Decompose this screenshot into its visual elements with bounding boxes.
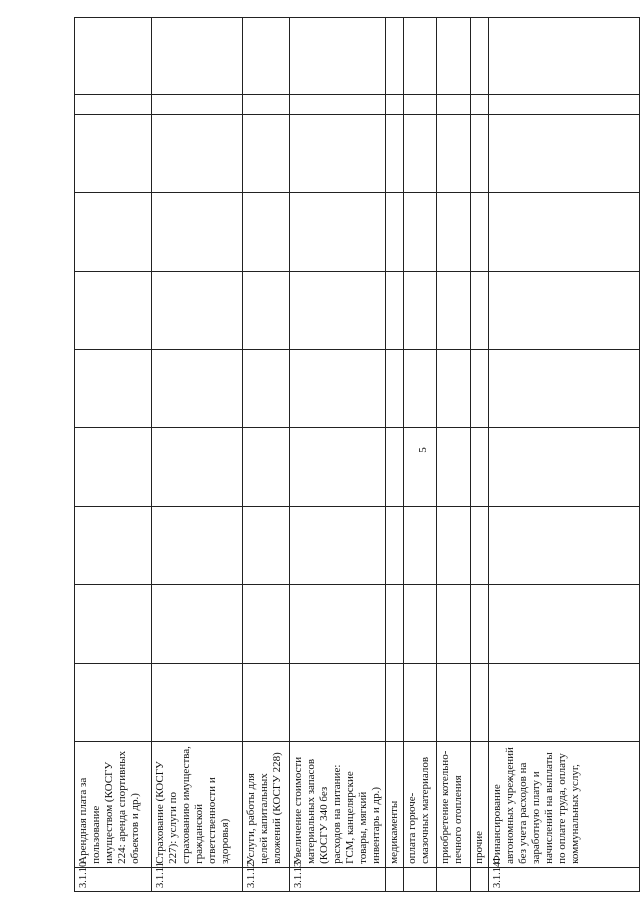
table-cell [290, 193, 386, 271]
table-cell [404, 585, 437, 663]
row-number [471, 867, 489, 891]
table-cell [404, 18, 437, 95]
row-name: приобретение котельно-печного отопления [437, 742, 471, 868]
table-cell [489, 193, 640, 271]
table-cell [386, 114, 404, 192]
table-cell [404, 114, 437, 192]
row-name: Арендная плата за пользование имуществом (КОСГУ 224: аренда спортивных объектов и др.) [75, 742, 152, 868]
table-cell [437, 585, 471, 663]
table-cell [243, 428, 290, 506]
table-cell [489, 94, 640, 114]
row-name: Услуги, работы для целей капитальных вложений (КОСГУ 228) [243, 742, 290, 868]
table-cell [404, 271, 437, 349]
row-number: 3.1.13 [290, 867, 386, 891]
row-name: оплата горюче-смазочных материалов [404, 742, 437, 868]
table-cell [471, 114, 489, 192]
table-cell [489, 114, 640, 192]
table-cell [152, 18, 243, 95]
table-cell [471, 193, 489, 271]
table-cell [471, 428, 489, 506]
table-cell [152, 663, 243, 741]
table-cell [152, 94, 243, 114]
table-cell [386, 94, 404, 114]
row-number [437, 867, 471, 891]
table-row [386, 18, 404, 892]
table-cell [404, 663, 437, 741]
table-cell [243, 663, 290, 741]
table-cell [75, 506, 152, 584]
table-row [243, 18, 290, 892]
table-cell [404, 428, 437, 506]
table-cell [386, 271, 404, 349]
table-cell [386, 428, 404, 506]
table-cell [290, 271, 386, 349]
table-row [152, 18, 243, 892]
table-cell [437, 94, 471, 114]
table-cell [386, 193, 404, 271]
table-cell [290, 114, 386, 192]
table-row [489, 18, 640, 892]
table-cell [386, 663, 404, 741]
table-cell [75, 663, 152, 741]
table-cell [437, 349, 471, 427]
table-cell [489, 428, 640, 506]
table-cell [471, 18, 489, 95]
table-cell [152, 271, 243, 349]
table-row [404, 18, 437, 892]
row-number [386, 867, 404, 891]
table-cell [75, 94, 152, 114]
table-cell [437, 663, 471, 741]
table-cell [243, 94, 290, 114]
table-cell [243, 18, 290, 95]
table-cell [386, 18, 404, 95]
table-cell [75, 428, 152, 506]
table-cell [75, 193, 152, 271]
table-cell [152, 114, 243, 192]
table-cell [489, 349, 640, 427]
table-row [290, 18, 386, 892]
row-number: 3.1.10 [75, 867, 152, 891]
table-cell [489, 18, 640, 95]
table-cell [471, 506, 489, 584]
table-cell [437, 114, 471, 192]
table-cell [386, 349, 404, 427]
page-number: 5 [416, 447, 429, 453]
table-cell [75, 18, 152, 95]
table-cell [152, 193, 243, 271]
row-name: Финансирование автономных учреждений без учета расходов на заработную плату и начислений на выплаты по оплате труда, оплату коммунальных услуг, [489, 742, 640, 868]
table-row [471, 18, 489, 892]
table-cell [290, 94, 386, 114]
table-cell [437, 428, 471, 506]
table-cell [243, 193, 290, 271]
table-cell [471, 585, 489, 663]
table-cell [290, 18, 386, 95]
table-cell [386, 506, 404, 584]
table-cell [437, 193, 471, 271]
table-cell [489, 506, 640, 584]
table-cell [152, 349, 243, 427]
table-cell [404, 94, 437, 114]
table-cell [290, 428, 386, 506]
table-row [437, 18, 471, 892]
budget-table-container [74, 17, 634, 892]
row-name: Страхование (КОСГУ 227): услуги по страхованию имущества, гражданской ответственности и здоровья) [152, 742, 243, 868]
table-cell [243, 349, 290, 427]
table-cell [152, 428, 243, 506]
table-cell [290, 585, 386, 663]
table-cell [290, 506, 386, 584]
row-number: 3.1.11 [152, 867, 243, 891]
table-cell [404, 193, 437, 271]
table-cell [75, 585, 152, 663]
table-cell [75, 114, 152, 192]
row-name: медикаменты [386, 742, 404, 868]
table-cell [471, 271, 489, 349]
table-cell [290, 663, 386, 741]
table-cell [75, 271, 152, 349]
table-cell [386, 585, 404, 663]
table-cell [152, 585, 243, 663]
table-cell [404, 349, 437, 427]
row-number: 3.1.14 [489, 867, 640, 891]
table-cell [489, 585, 640, 663]
table-cell [152, 506, 243, 584]
table-cell [243, 271, 290, 349]
table-cell [437, 506, 471, 584]
table-cell [437, 18, 471, 95]
table-row [75, 18, 152, 892]
table-cell [489, 271, 640, 349]
row-name: Увеличение стоимости материальных запасов (КОСГУ 340 без расходов на питание: ГСМ, канцелярские товары, мягкий инвентарь и др.) [290, 742, 386, 868]
table-cell [471, 94, 489, 114]
table-cell [75, 349, 152, 427]
row-number [404, 867, 437, 891]
table-cell [489, 663, 640, 741]
budget-table [74, 17, 640, 892]
table-cell [404, 506, 437, 584]
table-cell [243, 585, 290, 663]
row-name: прочие [471, 742, 489, 868]
table-cell [290, 349, 386, 427]
row-number: 3.1.12 [243, 867, 290, 891]
table-cell [471, 663, 489, 741]
table-cell [243, 114, 290, 192]
table-cell [471, 349, 489, 427]
table-cell [243, 506, 290, 584]
table-cell [437, 271, 471, 349]
